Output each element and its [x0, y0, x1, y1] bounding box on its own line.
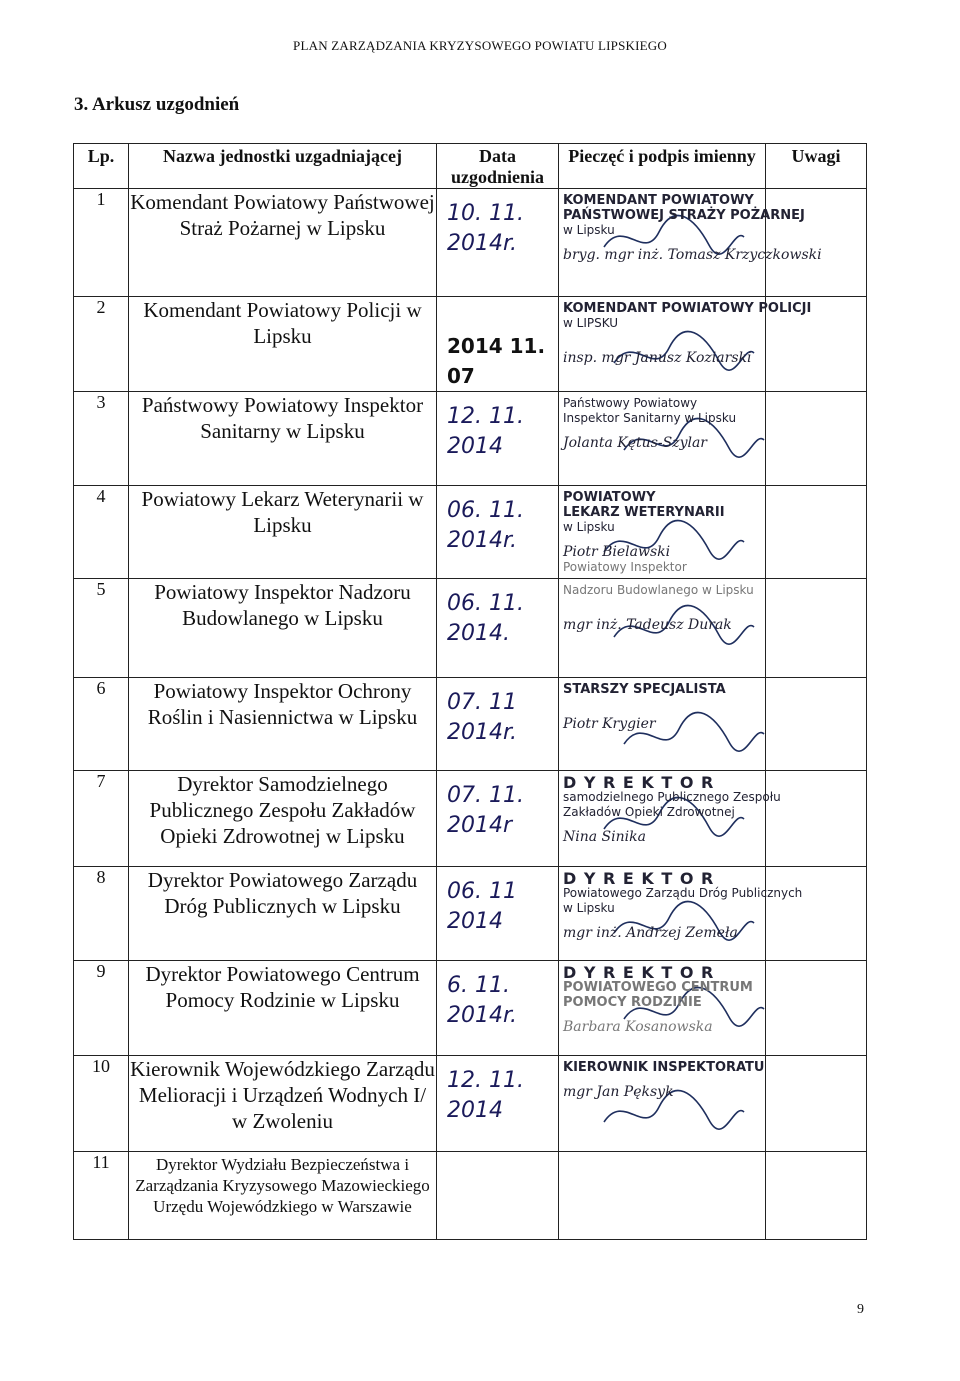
- table-row: [74, 297, 867, 392]
- stamp-signature-cell: [559, 867, 803, 961]
- stamp-line: POWIATOWEGO CENTRUM: [563, 980, 753, 995]
- stamp-line: LEKARZ WETERYNARII: [563, 505, 725, 520]
- table-row: [74, 486, 867, 579]
- header-name: Nazwa jednostki uzgadniającej: [129, 144, 437, 189]
- unit-name: Państwowy Powiatowy Inspektor Sanitarny w Lipsku: [129, 392, 437, 486]
- stamp-signature-cell: [559, 579, 766, 678]
- handwritten-date: 2014r.: [447, 231, 518, 256]
- stamp-line: Piotr Bielawski: [563, 544, 671, 560]
- handwritten-date: 12. 11. 2014: [447, 404, 524, 459]
- handwritten-date: 2014r.: [447, 720, 518, 745]
- handwritten-date: 2014.: [447, 621, 510, 646]
- row-number: 1: [74, 189, 129, 297]
- stamp-line: w LIPSKU: [563, 316, 619, 330]
- stamp-line: Nadzoru Budowlanego w Lipsku: [563, 583, 754, 597]
- stamp-signature-cell: [559, 486, 766, 579]
- stamp-line: insp. mgr Janusz Koziarski: [563, 350, 752, 366]
- row-number: 3: [74, 392, 129, 486]
- stamp-line: POMOCY RODZINIE: [563, 995, 702, 1010]
- handwritten-date: 06. 11.: [447, 591, 524, 616]
- notes-cell: [766, 961, 867, 1056]
- unit-name: Dyrektor Powiatowego Zarządu Dróg Publicznych w Lipsku: [129, 867, 437, 961]
- notes-cell: [766, 678, 867, 771]
- stamp-line: mgr Jan Pęksyk: [563, 1084, 674, 1100]
- unit-name: Dyrektor Samodzielnego Publicznego Zespołu Zakładów Opieki Zdrowotnej w Lipsku: [129, 771, 437, 867]
- stamp-line: Państwowy Powiatowy: [563, 396, 698, 410]
- agreement-date-cell: [437, 189, 559, 297]
- handwritten-date: 2014r.: [447, 1003, 518, 1028]
- handwritten-date: 06. 11.: [447, 498, 524, 523]
- notes-cell: [766, 771, 867, 867]
- stamp-line: D Y R E K T O R: [563, 773, 715, 792]
- stamp-line: Powiatowego Zarządu Dróg Publicznych: [563, 886, 803, 900]
- stamp-line: KOMENDANT POWIATOWY POLICJI: [563, 301, 812, 316]
- stamp-line: Powiatowy Inspektor: [563, 560, 687, 574]
- handwritten-date: 2014r: [447, 813, 513, 838]
- row-number: 8: [74, 867, 129, 961]
- handwritten-date: 2014: [447, 909, 503, 934]
- stamp-line: samodzielnego Publicznego Zespołu: [563, 790, 781, 804]
- agreement-date-cell: [437, 297, 559, 392]
- stamp-line: Zakładów Opieki Zdrowotnej: [563, 805, 735, 819]
- unit-name: Dyrektor Wydziału Bezpieczeństwa i Zarządzania Kryzysowego Mazowieckiego Urzędu Wojewódzkiego w Warszawie: [129, 1152, 437, 1240]
- notes-cell: [766, 579, 867, 678]
- agreement-date-cell: [437, 771, 559, 867]
- handwritten-date: 6. 11.: [447, 973, 510, 998]
- stamp-line: w Lipsku: [563, 901, 615, 915]
- stamp-line: mgr inż. Tadeusz Durak: [563, 617, 732, 633]
- stamp-line: Inspektor Sanitarny w Lipsku: [563, 411, 737, 425]
- agreement-date-cell: [437, 392, 559, 486]
- stamp-line: D Y R E K T O R: [563, 963, 715, 982]
- page-header: PLAN ZARZĄDZANIA KRYZYSOWEGO POWIATU LIPSKIEGO: [293, 38, 667, 53]
- stamp-line: Nina Sinika: [563, 829, 646, 845]
- row-number: 9: [74, 961, 129, 1056]
- header-date: Data uzgodnienia: [437, 144, 559, 189]
- stamp-line: bryg. mgr inż. Tomasz Krzyczkowski: [563, 247, 822, 263]
- handwritten-date: 2014r.: [447, 528, 518, 553]
- stamp-line: Barbara Kosanowska: [563, 1019, 713, 1035]
- row-number: 6: [74, 678, 129, 771]
- notes-cell: [766, 297, 867, 392]
- row-number: 11: [74, 1152, 129, 1240]
- notes-cell: [766, 1056, 867, 1152]
- stamp-signature-cell: [559, 297, 812, 392]
- unit-name: Powiatowy Inspektor Ochrony Roślin i Nasiennictwa w Lipsku: [129, 678, 437, 771]
- notes-cell: [766, 867, 867, 961]
- row-number: 4: [74, 486, 129, 579]
- stamp-line: w Lipsku: [563, 223, 615, 237]
- notes-cell: [766, 189, 867, 297]
- row-number: 2: [74, 297, 129, 392]
- agreement-date-cell: [437, 486, 559, 579]
- table-header-row: [74, 144, 867, 189]
- stamp-line: STARSZY SPECJALISTA: [563, 682, 726, 697]
- stamp-line: w Lipsku: [563, 520, 615, 534]
- notes-cell: [766, 486, 867, 579]
- unit-name: Dyrektor Powiatowego Centrum Pomocy Rodzinie w Lipsku: [129, 961, 437, 1056]
- section-title: 3. Arkusz uzgodnień: [74, 94, 240, 115]
- handwritten-date: [437, 1152, 558, 1162]
- agreement-table: [73, 143, 867, 1240]
- header-notes: Uwagi: [766, 144, 867, 189]
- stamp-signature-cell: [559, 678, 766, 771]
- stamp-signature-cell: [559, 1056, 766, 1152]
- stamp-signature-cell: [559, 961, 766, 1056]
- header-stamp: Pieczęć i podpis imienny: [559, 144, 766, 189]
- handwritten-date: 2014 11. 07: [447, 334, 546, 388]
- unit-name: Komendant Powiatowy Policji w Lipsku: [129, 297, 437, 392]
- stamp-line: KIEROWNIK INSPEKTORATU: [563, 1060, 765, 1075]
- table-row: [74, 961, 867, 1056]
- stamp-line: Piotr Krygier: [563, 716, 656, 732]
- notes-cell: [766, 392, 867, 486]
- handwritten-date: 12. 11. 2014: [447, 1068, 524, 1123]
- handwritten-date: 06. 11: [447, 879, 517, 904]
- unit-name: Powiatowy Lekarz Weterynarii w Lipsku: [129, 486, 437, 579]
- row-number: 5: [74, 579, 129, 678]
- agreement-date-cell: [437, 678, 559, 771]
- unit-name: Komendant Powiatowy Państwowej Straż Pożarnej w Lipsku: [129, 189, 437, 297]
- handwritten-date: 07. 11.: [447, 783, 524, 808]
- stamp-line: D Y R E K T O R: [563, 869, 715, 888]
- page-number: 9: [857, 1302, 864, 1317]
- table-row: [74, 579, 867, 678]
- agreement-date-cell: [437, 1056, 559, 1152]
- unit-name: Kierownik Wojewódzkiego Zarządu Melioracji i Urządzeń Wodnych I/ w Zwoleniu: [129, 1056, 437, 1152]
- stamp-signature-cell: [559, 1152, 766, 1240]
- agreement-date-cell: [437, 579, 559, 678]
- agreement-date-cell: [437, 867, 559, 961]
- row-number: 10: [74, 1056, 129, 1152]
- table-row: [74, 1056, 867, 1152]
- stamp-line: Jolanta Kętus-Szylar: [563, 435, 707, 451]
- unit-name: Powiatowy Inspektor Nadzoru Budowlanego w Lipsku: [129, 579, 437, 678]
- table-row: [74, 867, 867, 961]
- stamp-line: mgr inż. Andrzej Zemeła: [563, 925, 738, 941]
- table-row: [74, 1152, 867, 1240]
- stamp-line: KOMENDANT POWIATOWY: [563, 193, 754, 208]
- table-row: [74, 392, 867, 486]
- table-row: [74, 771, 867, 867]
- handwritten-date: 10. 11.: [447, 201, 524, 226]
- row-number: 7: [74, 771, 129, 867]
- stamp-line: PAŃSTWOWEJ STRAŻY POŻARNEJ: [563, 208, 805, 223]
- handwritten-date: 07. 11: [447, 690, 517, 715]
- stamp-signature-cell: [559, 189, 822, 297]
- notes-cell: [766, 1152, 867, 1240]
- agreement-date-cell: [437, 961, 559, 1056]
- stamp-signature-cell: [559, 771, 781, 867]
- stamp-signature-cell: [559, 392, 766, 486]
- stamp-line: POWIATOWY: [563, 490, 656, 505]
- table-body: [74, 189, 867, 1240]
- agreement-date-cell: [437, 1152, 559, 1240]
- header-lp: Lp.: [74, 144, 129, 189]
- table-row: [74, 678, 867, 771]
- table-row: [74, 189, 867, 297]
